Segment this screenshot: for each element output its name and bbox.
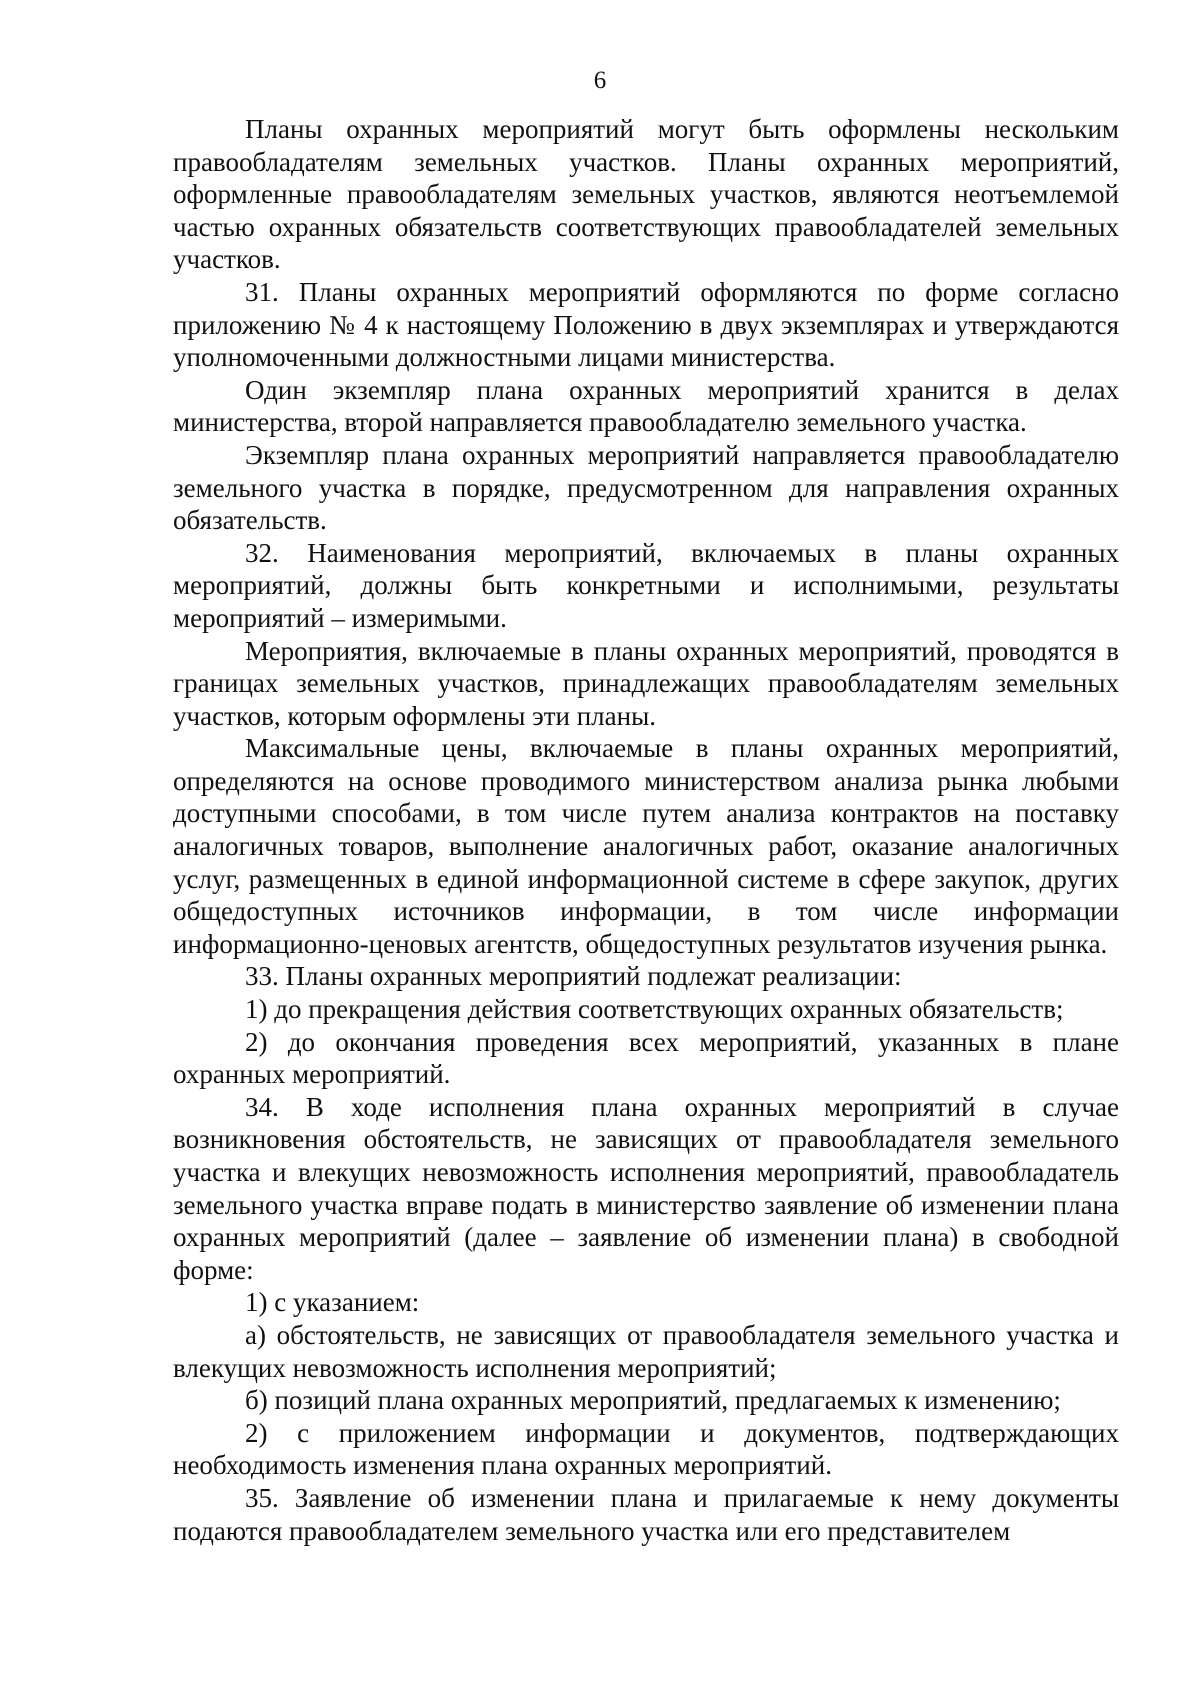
document-body	[173, 113, 1119, 1547]
paragraph: 1) до прекращения действия соответствующих охранных обязательств;	[245, 994, 1064, 1025]
paragraph: Планы охранных мероприятий могут быть оформлены нескольким правообладателям земельных участков. Планы охранных мероприятий, оформленные правообладателям земельных участков, являются неотъемлемой частью охранных обязательств соответствующих правообладателей земельных участков.	[173, 114, 1119, 275]
paragraph: б) позиций плана охранных мероприятий, предлагаемых к изменению;	[245, 1385, 1061, 1416]
paragraph: 35. Заявление об изменении плана и прилагаемые к нему документы подаются правообладателем земельного участка или его представителем	[173, 1482, 1119, 1546]
paragraph: а) обстоятельств, не зависящих от правообладателя земельного участка и влекущих невозможность исполнения мероприятий;	[173, 1319, 1119, 1383]
paragraph: 34. В ходе исполнения плана охранных мероприятий в случае возникновения обстоятельств, не зависящих от правообладателя земельного участка и влекущих невозможность исполнения мероприятий, правообладатель земельного участка вправе подать в министерство заявление об изменении плана охранных мероприятий (далее – заявление об изменении плана) в свободной форме:	[173, 1091, 1119, 1285]
paragraph: 31. Планы охранных мероприятий оформляются по форме согласно приложению № 4 к настоящему Положению в двух экземплярах и утверждаются уполномоченными должностными лицами министерства.	[173, 276, 1119, 373]
paragraph: Максимальные цены, включаемые в планы охранных мероприятий, определяются на основе проводимого министерством анализа рынка любыми доступными способами, в том числе путем анализа контрактов на поставку аналогичных товаров, выполнение аналогичных работ, оказание аналогичных услуг, размещенных в единой информационной системе в сфере закупок, других общедоступных источников информации, в том числе информации информационно-ценовых агентств, общедоступных результатов изучения рынка.	[173, 733, 1119, 959]
paragraph: 2) до окончания проведения всех мероприятий, указанных в плане охранных мероприятий.	[173, 1026, 1119, 1090]
paragraph: Экземпляр плана охранных мероприятий направляется правообладателю земельного участка в порядке, предусмотренном для направления охранных обязательств.	[173, 439, 1119, 536]
paragraph: 2) с приложением информации и документов, подтверждающих необходимость изменения плана охранных мероприятий.	[173, 1417, 1119, 1481]
paragraph: 1) с указанием:	[245, 1287, 420, 1318]
page-number: 6	[593, 67, 607, 94]
paragraph: 32. Наименования мероприятий, включаемых в планы охранных мероприятий, должны быть конкретными и исполнимыми, результаты мероприятий – измеримыми.	[173, 537, 1119, 633]
paragraph: Мероприятия, включаемые в планы охранных мероприятий, проводятся в границах земельных участков, принадлежащих правообладателям земельных участков, которым оформлены эти планы.	[173, 635, 1119, 731]
paragraph: Один экземпляр плана охранных мероприятий хранится в делах министерства, второй направляется правообладателю земельного участка.	[173, 374, 1119, 438]
paragraph: 33. Планы охранных мероприятий подлежат реализации:	[245, 961, 902, 992]
